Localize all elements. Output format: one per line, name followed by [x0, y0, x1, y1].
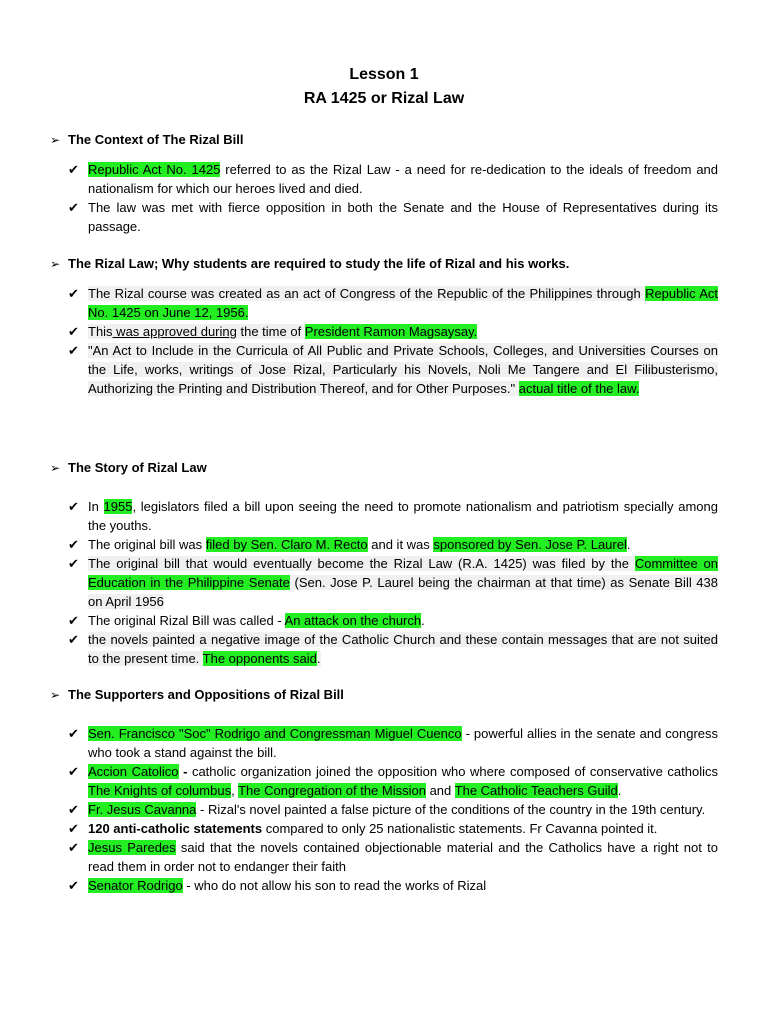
- checkmark-icon: ✔: [68, 764, 79, 779]
- item-text: The Rizal course was created as an act of Congress of the Republic of the Philippines through: [88, 286, 646, 301]
- list-item: [68, 611, 718, 630]
- item-text: , legislators filed a bill upon seeing the need to promote nationalism and patriotism specially among the youths.: [88, 499, 718, 533]
- checkmark-icon: ✔: [68, 726, 79, 741]
- item-text: compared to only 25 nationalistic statements. Fr Cavanna pointed it.: [262, 821, 658, 836]
- highlighted-text: actual title of the law.: [518, 381, 640, 396]
- highlighted-text: filed by Sen. Claro M. Recto: [205, 537, 368, 552]
- highlighted-text: Republic Act No. 1425 on June 12, 1956.: [88, 286, 718, 320]
- highlighted-text: The Congregation of the Mission: [238, 783, 426, 798]
- checkmark-icon: ✔: [68, 821, 79, 836]
- item-text: the time of: [236, 324, 305, 339]
- item-text: said that the novels contained objectionable material and the Catholics have a right not to read them in order not to endanger their faith: [88, 840, 718, 874]
- highlighted-text: Sen. Francisco "Soc" Rodrigo and Congressman Miguel Cuenco: [88, 726, 462, 741]
- section-supporters-list: [68, 724, 718, 895]
- list-item: [68, 535, 718, 554]
- checkmark-icon: ✔: [68, 556, 79, 571]
- list-item: [68, 630, 718, 668]
- arrow-bullet-icon: ➢: [50, 688, 61, 702]
- bold-text: 120 anti-catholic statements: [88, 821, 263, 836]
- lesson-number: Lesson 1: [349, 66, 419, 83]
- item-text: The original bill that would eventually become the Rizal Law (R.A. 1425) was filed by the: [88, 556, 635, 571]
- list-item: [68, 497, 718, 535]
- highlighted-text: The Catholic Teachers Guild: [454, 783, 618, 798]
- section-heading-context: [50, 131, 244, 149]
- highlighted-text: The opponents said: [202, 651, 317, 666]
- section-heading-text: The Context of The Rizal Bill: [68, 132, 244, 147]
- item-text: and it was: [367, 537, 434, 552]
- list-item: [68, 554, 718, 611]
- item-text: ,: [231, 783, 239, 798]
- checkmark-icon: ✔: [68, 162, 79, 177]
- list-item: [68, 819, 718, 838]
- checkmark-icon: ✔: [68, 343, 79, 358]
- item-text: The original Rizal Bill was called -: [88, 613, 285, 628]
- section-heading-supporters: [50, 686, 344, 704]
- list-item: [68, 160, 718, 198]
- item-text: - Rizal's novel painted a false picture of the conditions of the country in the 19th century.: [196, 802, 706, 817]
- list-item: [68, 838, 718, 876]
- arrow-bullet-icon: ➢: [50, 257, 61, 271]
- checkmark-icon: ✔: [68, 878, 79, 893]
- list-item: [68, 762, 718, 800]
- item-text: catholic organization joined the opposition who where composed of conservative catholics: [191, 764, 718, 779]
- underlined-text: was approved during: [112, 324, 237, 339]
- lesson-title: RA 1425 or Rizal Law: [303, 90, 465, 107]
- checkmark-icon: ✔: [68, 613, 79, 628]
- item-text: This: [88, 324, 113, 339]
- item-text: .: [421, 613, 425, 628]
- section-heading-text: The Rizal Law; Why students are required to study the life of Rizal and his works.: [68, 256, 570, 271]
- item-text: The original bill was: [88, 537, 206, 552]
- arrow-bullet-icon: ➢: [50, 133, 61, 147]
- item-text: .: [617, 783, 622, 798]
- highlighted-text: Jesus Paredes: [88, 840, 176, 855]
- item-text: - who do not allow his son to read the works of Rizal: [182, 878, 487, 893]
- checkmark-icon: ✔: [68, 802, 79, 817]
- checkmark-icon: ✔: [68, 200, 79, 215]
- item-text: In: [88, 499, 104, 514]
- checkmark-icon: ✔: [68, 286, 79, 301]
- item-text: - powerful allies in the senate and congress who took a stand against the bill.: [88, 726, 719, 760]
- section-heading-text: The Story of Rizal Law: [68, 460, 207, 475]
- section-context-list: [68, 160, 718, 236]
- item-text: and: [425, 783, 455, 798]
- checkmark-icon: ✔: [68, 840, 79, 855]
- highlighted-text: Fr. Jesus Cavanna: [88, 802, 197, 817]
- item-text: .: [626, 537, 631, 552]
- section-rizal-law-list: [68, 284, 718, 398]
- highlighted-text: President Ramon Magsaysay.: [304, 324, 478, 339]
- highlighted-text: 1955: [103, 499, 133, 514]
- section-heading-story: [50, 459, 207, 477]
- list-item: [68, 341, 718, 398]
- highlighted-text: The Knights of columbus: [88, 783, 232, 798]
- section-heading-text: The Supporters and Oppositions of Rizal Bill: [68, 687, 344, 702]
- highlighted-text: An attack on the church: [284, 613, 422, 628]
- item-text: -: [178, 764, 192, 779]
- highlighted-text: Committee on Education in the Philippine Senate: [88, 556, 718, 590]
- arrow-bullet-icon: ➢: [50, 461, 61, 475]
- section-heading-rizal-law: [50, 255, 569, 273]
- checkmark-icon: ✔: [68, 632, 79, 647]
- checkmark-icon: ✔: [68, 499, 79, 514]
- list-item: [68, 724, 718, 762]
- list-item: [68, 322, 718, 341]
- item-text: the novels painted a negative image of the Catholic Church and these contain messages that are not suited to the present time.: [88, 632, 718, 666]
- list-item: [68, 800, 718, 819]
- checkmark-icon: ✔: [68, 324, 79, 339]
- highlighted-text: Republic Act No. 1425: [88, 162, 221, 177]
- list-item: [68, 284, 718, 322]
- item-text: "An Act to Include in the Curricula of All Public and Private Schools, Colleges, and Universities Courses on the Life, works, writings of Jose Rizal, Particularly his Novels, Noli Me Tangere and El Filibusterismo, Authorizing the Printing and Distribution Thereof, and for Other Purposes.": [88, 343, 718, 396]
- section-story-list: [68, 497, 718, 668]
- list-item: [68, 876, 718, 895]
- list-item: [68, 198, 718, 236]
- checkmark-icon: ✔: [68, 537, 79, 552]
- item-text: The law was met with fierce opposition in both the Senate and the House of Representatives during its passage.: [88, 200, 718, 234]
- highlighted-text: Senator Rodrigo: [88, 878, 183, 893]
- highlighted-text: sponsored by Sen. Jose P. Laurel: [433, 537, 627, 552]
- item-text: (Sen. Jose P. Laurel being the chairman at that time) as Senate Bill 438 on April 1956: [88, 575, 718, 609]
- item-text: referred to as the Rizal Law - a need for re-dedication to the ideals of freedom and nationalism for which our heroes lived and died.: [88, 162, 719, 196]
- item-text: .: [316, 651, 321, 666]
- highlighted-text: Accion Catolico: [88, 764, 179, 779]
